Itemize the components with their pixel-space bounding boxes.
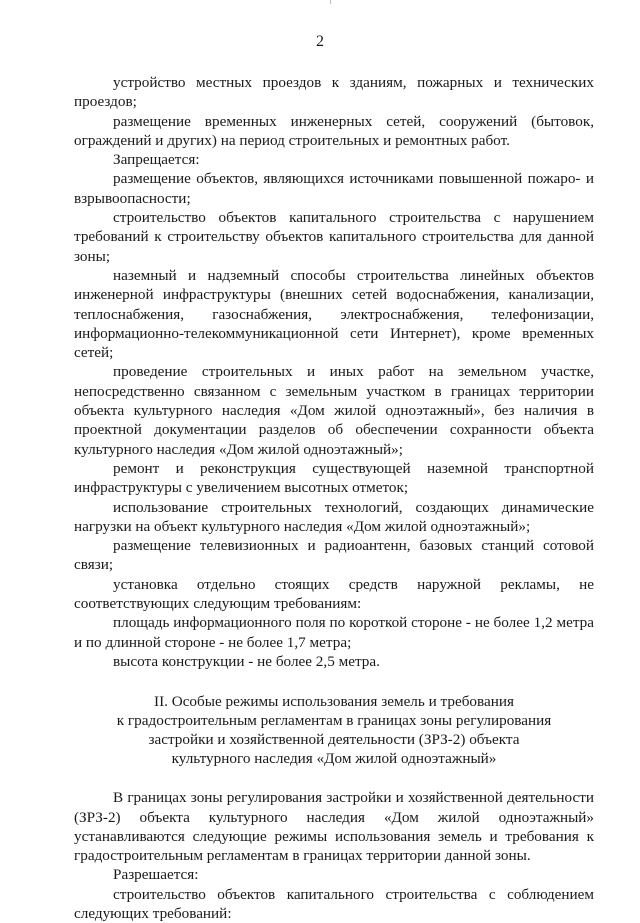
paragraph-prohibited-label: Запрещается: — [113, 151, 200, 169]
paragraph: использование строительных технологий, создающих динамические нагрузки на объект культурного наследия «Дом жилой одноэтажный»; — [74, 498, 594, 535]
paragraph: проведение строительных и иных работ на земельном участке, непосредственно связанном с земельным участком в границах территории объекта культурного наследия «Дом жилой одноэтажный», без наличия в проектной документации разделов об обеспечении сохранности объекта культурного наследия «Дом жилой одноэтажный»; — [74, 363, 594, 458]
section-heading — [74, 692, 594, 768]
scan-mark — [330, 0, 331, 4]
paragraph: высота конструкции - не более 2,5 метра. — [113, 652, 380, 670]
section-heading-line: культурного наследия «Дом жилой одноэтажный» — [171, 750, 497, 768]
section-heading-line: к градостроительным регламентам в границах зоны регулирования — [116, 712, 552, 730]
paragraph: ремонт и реконструкция существующей наземной транспортной инфраструктуры с увеличением высотных отметок; — [74, 459, 594, 497]
paragraph: наземный и надземный способы строительства линейных объектов инженерной инфраструктуры (внешних сетей водоснабжения, канализации, теплоснабжения, газоснабжения, электроснабжения, телефонизации, информационно-телекоммуникационной сети Интернет), кроме временных сетей; — [74, 266, 594, 362]
paragraph: размещение объектов, являющихся источниками повышенной пожаро- и взрывоопасности; — [74, 170, 594, 207]
page-number: 2 — [316, 33, 324, 50]
paragraph: строительство объектов капитального строительства с нарушением требований к строительству объектов капитального строительства для данной зоны; — [74, 209, 594, 265]
paragraph-allowed-label: Разрешается: — [113, 866, 199, 884]
paragraph: установка отдельно стоящих средств наружной рекламы, не соответствующих следующим требованиям: — [74, 575, 594, 613]
section-heading-line: застройки и хозяйственной деятельности (ЗРЗ-2) объекта — [148, 731, 520, 749]
paragraph: устройство местных проездов к зданиям, пожарных и технических проездов; — [74, 74, 594, 111]
paragraph: строительство объектов капитального строительства с соблюдением следующих требований: — [74, 885, 594, 922]
paragraph: размещение временных инженерных сетей, сооружений (бытовок, ограждений и других) на период строительных и ремонтных работ. — [74, 112, 594, 149]
document-body — [74, 73, 594, 923]
paragraph: размещение телевизионных и радиоантенн, базовых станций сотовой связи; — [74, 537, 594, 574]
paragraph: площадь информационного поля по короткой стороне - не более 1,2 метра и по длинной стороне - не более 1,7 метра; — [74, 614, 594, 651]
paragraph: В границах зоны регулирования застройки и хозяйственной деятельности (ЗРЗ-2) объекта культурного наследия «Дом жилой одноэтажный» устанавливаются следующие режимы использования земель и требования к градостроительным регламентам в границах территории данной зоны. — [74, 789, 594, 865]
section-heading-line: II. Особые режимы использования земель и требования — [154, 693, 514, 711]
